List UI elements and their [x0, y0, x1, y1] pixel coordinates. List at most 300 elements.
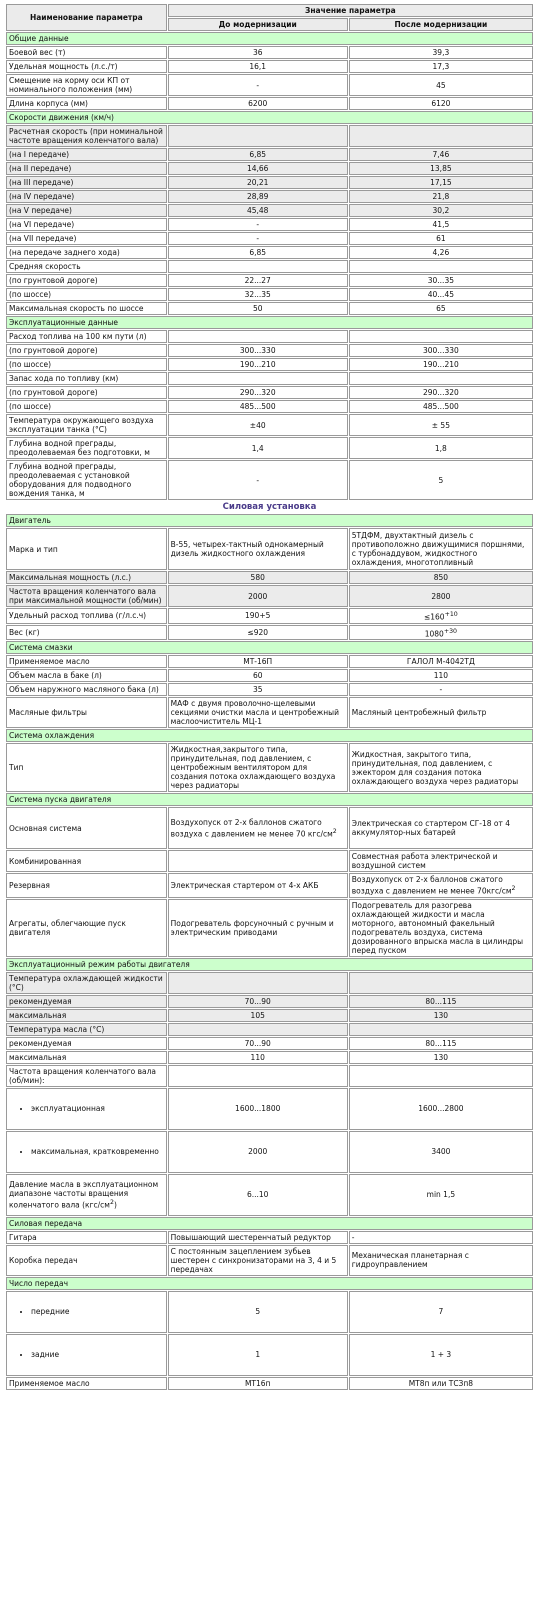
param-cell [6, 807, 167, 849]
section-row [6, 958, 533, 971]
value-before-cell [168, 288, 348, 301]
table-row [6, 571, 533, 584]
table-row [6, 899, 533, 957]
param-cell [6, 608, 167, 624]
param-label: Марка и тип [9, 544, 58, 554]
header-before: До модернизации [168, 18, 348, 31]
param-cell [6, 1231, 167, 1244]
value-before: 6,85 [249, 150, 267, 159]
value-after: 30,2 [432, 206, 450, 215]
param-cell [6, 260, 167, 273]
value-after: 17,3 [432, 62, 450, 71]
param-label: Температура масла (°С) [9, 1024, 105, 1034]
value-before-cell [168, 1231, 348, 1244]
value-before-cell [168, 60, 348, 73]
value-after-cell [349, 46, 533, 59]
major-section-title: Силовая установка [6, 501, 533, 513]
value-after-cell [349, 850, 533, 872]
value-after: - [351, 1232, 355, 1242]
value-after-cell [349, 899, 533, 957]
param-label: Глубина водной преграды, преодолеваемая без подготовки, м [9, 439, 150, 457]
section-title: Общие данные [6, 32, 533, 45]
value-after-cell [349, 74, 533, 96]
table-row [6, 60, 533, 73]
table-row [6, 995, 533, 1008]
section-title: Эксплуатационные данные [6, 316, 533, 329]
param-label: Применяемое масло [9, 1378, 90, 1388]
value-before-cell [168, 437, 348, 459]
param-cell [6, 274, 167, 287]
value-after-superscript: +10 [444, 611, 458, 618]
value-after-cell [349, 1245, 533, 1276]
section-row [6, 1277, 533, 1290]
param-cell [6, 1245, 167, 1276]
table-row [6, 1023, 533, 1036]
param-label: Гитара [9, 1232, 37, 1242]
param-label: (на VI передаче) [9, 220, 75, 229]
table-row [6, 669, 533, 682]
value-after-cell [349, 1174, 533, 1216]
table-row [6, 585, 533, 607]
value-before-cell [168, 1245, 348, 1276]
value-after-cell [349, 414, 533, 436]
param-label: (по шоссе) [9, 402, 52, 411]
value-after: 1,8 [434, 443, 447, 453]
value-before: - [256, 475, 260, 485]
value-after: 5ТДФМ, двухтактный дизель с противоположно движущимися поршнями, с турбонаддувом, жидкостного охлаждения, многотопливный [351, 531, 525, 567]
value-after: 39,3 [432, 48, 450, 57]
value-after-cell [349, 344, 533, 357]
value-before-cell [168, 873, 348, 898]
value-after-cell [349, 176, 533, 189]
table-row [6, 1065, 533, 1087]
param-label: (на VII передаче) [9, 234, 77, 243]
param-label: Запас хода по топливу (км) [9, 374, 119, 383]
section-title: Система пуска двигателя [6, 793, 533, 806]
param-cell [6, 1051, 167, 1064]
table-row [6, 1334, 533, 1376]
section-row [6, 316, 533, 329]
section-row [6, 641, 533, 654]
value-after: ГАЛОЛ М-4042ТД [406, 657, 475, 666]
value-before: 105 [250, 1010, 265, 1020]
param-label: передние [31, 1307, 70, 1316]
section-title: Система охлаждения [6, 729, 533, 742]
value-after: 850 [433, 573, 449, 582]
table-row [6, 386, 533, 399]
param-label: Смещение на корму оси КП от номинального положения (мм) [9, 76, 133, 94]
value-after-cell [349, 358, 533, 371]
value-after-cell [349, 97, 533, 110]
value-before-cell [168, 1377, 348, 1390]
table-row [6, 528, 533, 570]
value-before: Жидкостная,закрытого типа, принудительная, под давлением, с центробежным вентилятором для создания потока охлаждающего воздуха через радиаторы [170, 745, 336, 790]
value-after-cell [349, 683, 533, 696]
table-row [6, 1291, 533, 1333]
section-title: Число передач [6, 1277, 533, 1290]
section-title: Система смазки [6, 641, 533, 654]
param-cell [6, 899, 167, 957]
table-row [6, 400, 533, 413]
param-cell [6, 302, 167, 315]
param-cell [6, 625, 167, 641]
value-after: Электрическая со стартером СГ-18 от 4 аккумулятор-ных батарей [351, 819, 511, 837]
value-after-cell [349, 125, 533, 147]
value-before-cell [168, 571, 348, 584]
value-before: 1 [255, 1350, 261, 1359]
value-after-cell [349, 218, 533, 231]
value-after-cell [349, 288, 533, 301]
param-label: Объем масла в баке (л) [9, 671, 102, 680]
param-label: Длина корпуса (мм) [9, 99, 88, 108]
value-before: 1,4 [251, 443, 264, 453]
param-cell [6, 528, 167, 570]
param-cell [6, 1131, 167, 1173]
value-after-cell [349, 625, 533, 641]
param-cell [6, 571, 167, 584]
bullet-item [31, 1350, 164, 1359]
value-after: 190...210 [422, 360, 459, 369]
table-row [6, 344, 533, 357]
value-before: 45,48 [246, 206, 269, 215]
value-after: 13,85 [430, 164, 452, 173]
value-after-cell [349, 260, 533, 273]
value-after-cell [349, 1088, 533, 1130]
value-before-cell [168, 608, 348, 624]
param-cell [6, 697, 167, 728]
value-after-superscript: 2 [511, 885, 516, 892]
table-row [6, 274, 533, 287]
param-label: Температура охлаждающей жидкости (°С) [9, 973, 163, 992]
value-before: 2000 [248, 591, 268, 601]
value-after: 7,46 [432, 150, 450, 159]
table-row [6, 655, 533, 668]
table-row [6, 460, 533, 500]
value-before-cell [168, 414, 348, 436]
table-row [6, 358, 533, 371]
value-after: 80...115 [425, 996, 457, 1006]
table-row [6, 1037, 533, 1050]
table-row [6, 850, 533, 872]
value-before-cell [168, 162, 348, 175]
value-after-cell [349, 743, 533, 792]
section-title: Двигатель [6, 514, 533, 527]
value-before-cell [168, 899, 348, 957]
section-title: Скорости движения (км/ч) [6, 111, 533, 124]
table-row [6, 148, 533, 161]
value-after-cell [349, 1037, 533, 1050]
param-label: Резервная [9, 880, 50, 890]
param-label: Комбинированная [9, 856, 82, 866]
spec-table-body [6, 32, 533, 1390]
value-before-cell [168, 585, 348, 607]
value-after-cell [349, 1131, 533, 1173]
param-cell [6, 655, 167, 668]
table-row [6, 232, 533, 245]
value-before: 6,85 [249, 248, 267, 257]
param-label: Удельная мощность (л.с./т) [9, 62, 118, 71]
value-after-cell [349, 302, 533, 315]
value-before: 70...90 [244, 1038, 271, 1048]
value-after-cell [349, 1051, 533, 1064]
value-before-cell [168, 669, 348, 682]
value-after: 130 [433, 1010, 449, 1020]
value-before: В-55, четырех-тактный однокамерный дизель жидкостного охлаждения [170, 540, 324, 558]
table-row [6, 74, 533, 96]
value-before-cell [168, 176, 348, 189]
value-before-cell [168, 330, 348, 343]
value-after: min 1,5 [426, 1190, 456, 1199]
param-label: Максимальная мощность (л.с.) [9, 573, 132, 582]
value-before: 485...500 [239, 402, 276, 411]
table-row [6, 204, 533, 217]
value-before: Повышающий шестеренчатый редуктор [170, 1232, 331, 1242]
value-before-cell [168, 995, 348, 1008]
value-before-cell [168, 1174, 348, 1216]
section-row [6, 793, 533, 806]
value-before: 190...210 [239, 360, 276, 369]
param-cell [6, 972, 167, 994]
param-cell [6, 372, 167, 385]
value-before-cell [168, 232, 348, 245]
value-after-cell [349, 437, 533, 459]
value-after-cell [349, 669, 533, 682]
value-before-cell [168, 218, 348, 231]
value-after: Совместная работа электрической и воздушной систем [351, 852, 498, 870]
param-label: (по грунтовой дороге) [9, 388, 98, 397]
value-after: 1 + 3 [430, 1350, 452, 1359]
table-row [6, 190, 533, 203]
param-label: Глубина водной преграды, преодолеваемая с установкой оборудования для подводного вождения танка, м [9, 462, 132, 498]
table-row [6, 683, 533, 696]
value-before-cell [168, 372, 348, 385]
param-cell [6, 148, 167, 161]
param-cell [6, 400, 167, 413]
param-label: (на II передаче) [9, 164, 72, 173]
param-label: (по шоссе) [9, 360, 52, 369]
value-before: 20,21 [246, 178, 269, 187]
table-row [6, 46, 533, 59]
param-label: Боевой вес (т) [9, 48, 66, 57]
value-before-cell [168, 274, 348, 287]
value-before-cell [168, 807, 348, 849]
bullet-item [31, 1104, 164, 1113]
value-before: 190+5 [245, 611, 271, 621]
param-cell [6, 850, 167, 872]
value-before: 6200 [248, 99, 268, 108]
spec-table [5, 3, 534, 1391]
table-row [6, 1131, 533, 1173]
value-after-cell [349, 1334, 533, 1376]
param-label: Частота вращения коленчатого вала (об/мин): [9, 1066, 157, 1085]
param-cell [6, 204, 167, 217]
value-before-cell [168, 972, 348, 994]
param-cell [6, 97, 167, 110]
value-after: 40...45 [427, 290, 454, 299]
param-label: Давление масла в эксплуатационном диапазоне частоты вращения коленчатого вала (кгс/см [9, 1179, 159, 1210]
value-after-cell [349, 585, 533, 607]
value-before-cell [168, 1291, 348, 1333]
value-before-cell [168, 204, 348, 217]
value-before: 35 [252, 685, 263, 694]
value-after-cell [349, 60, 533, 73]
param-cell [6, 1334, 167, 1376]
param-label: Тип [9, 763, 24, 772]
value-after-cell [349, 274, 533, 287]
value-before: 36 [252, 48, 263, 57]
value-after: 2800 [431, 591, 451, 601]
section-row [6, 514, 533, 527]
value-before-cell [168, 190, 348, 203]
value-before: 5 [255, 1307, 261, 1316]
value-before: 28,89 [246, 192, 269, 201]
param-label: Средняя скорость [9, 262, 81, 271]
param-label: (на I передаче) [9, 150, 70, 159]
param-label: эксплуатационная [31, 1104, 105, 1113]
value-before-cell [168, 1334, 348, 1376]
value-after-cell [349, 1231, 533, 1244]
value-before: Электрическая стартером от 4-х АКБ [170, 880, 319, 890]
value-after: 3400 [431, 1147, 451, 1156]
param-label: (по шоссе) [9, 290, 52, 299]
value-after: 4,26 [432, 248, 450, 257]
value-before: 22...27 [244, 276, 271, 285]
value-after-cell [349, 190, 533, 203]
param-label: (на III передаче) [9, 178, 74, 187]
param-label: Температура окружающего воздуха эксплуатации танка (°С) [9, 416, 154, 434]
major-section-row [6, 501, 533, 513]
param-cell [6, 176, 167, 189]
param-cell [6, 683, 167, 696]
value-before: ±40 [249, 420, 266, 430]
value-before: - [256, 220, 260, 229]
param-label: Объем наружного масляного бака (л) [9, 685, 159, 694]
param-label: Агрегаты, облегчающие пуск двигателя [9, 918, 126, 937]
value-after: 17,15 [430, 178, 452, 187]
param-cell [6, 1065, 167, 1087]
value-before-cell [168, 683, 348, 696]
param-cell [6, 1037, 167, 1050]
param-cell [6, 162, 167, 175]
value-before: С постоянным зацеплением зубьев шестерен с синхронизаторами на 3, 4 и 5 передачах [170, 1246, 337, 1274]
value-before-cell [168, 1023, 348, 1036]
table-row [6, 697, 533, 728]
value-before-cell [168, 1037, 348, 1050]
table-row [6, 176, 533, 189]
value-before-cell [168, 125, 348, 147]
table-row [6, 125, 533, 147]
value-before: МТ16п [244, 1378, 271, 1388]
table-row [6, 260, 533, 273]
value-after-cell [349, 697, 533, 728]
param-label: (по грунтовой дороге) [9, 276, 98, 285]
value-before-cell [168, 460, 348, 500]
section-row [6, 32, 533, 45]
value-after: 61 [436, 234, 446, 243]
value-after-cell [349, 460, 533, 500]
value-after-cell [349, 528, 533, 570]
value-after-cell [349, 1377, 533, 1390]
bullet-item [31, 1307, 164, 1316]
value-after: Воздухопуск от 2-х баллонов сжатого воздуха с давлением не менее 70кгс/см [351, 875, 512, 896]
value-after: Жидкостная, закрытого типа, принудительная, под давлением, с эжектором для создания потока охлаждающего воздуха через радиаторы [351, 749, 519, 786]
value-after-cell [349, 571, 533, 584]
value-after: Масляный центробежный фильтр [351, 708, 487, 717]
bullet-item [31, 1147, 164, 1156]
param-cell [6, 125, 167, 147]
value-after: 41,5 [432, 220, 450, 229]
value-after-cell [349, 232, 533, 245]
value-after-cell [349, 873, 533, 898]
value-after-cell [349, 807, 533, 849]
value-before-cell [168, 400, 348, 413]
value-before: 300...330 [239, 346, 276, 355]
table-row [6, 330, 533, 343]
value-after-cell [349, 1291, 533, 1333]
value-before-cell [168, 1051, 348, 1064]
param-cell [6, 190, 167, 203]
value-before-cell [168, 97, 348, 110]
value-before-cell [168, 246, 348, 259]
value-before-cell [168, 358, 348, 371]
value-after: 485...500 [422, 402, 459, 411]
table-row [6, 288, 533, 301]
value-before-cell [168, 655, 348, 668]
value-after-cell [349, 1023, 533, 1036]
value-after: 6120 [431, 99, 451, 108]
table-row [6, 162, 533, 175]
table-row [6, 972, 533, 994]
value-before: 2000 [248, 1147, 268, 1156]
table-row [6, 246, 533, 259]
param-cell [6, 74, 167, 96]
value-before: 70...90 [244, 996, 271, 1006]
param-cell [6, 218, 167, 231]
param-cell [6, 1377, 167, 1390]
param-cell [6, 288, 167, 301]
param-label: максимальная [9, 1010, 67, 1020]
value-before-cell [168, 1065, 348, 1087]
table-row [6, 414, 533, 436]
table-row [6, 625, 533, 641]
table-row [6, 1174, 533, 1216]
param-label: Частота вращения коленчатого вала при максимальной мощности (об/мин) [9, 587, 162, 605]
value-before: 6...10 [246, 1190, 269, 1199]
param-label: Максимальная скорость по шоссе [9, 304, 144, 313]
value-before: МТ-16П [243, 657, 273, 666]
value-before-cell [168, 344, 348, 357]
value-before: 14,66 [246, 164, 269, 173]
table-row [6, 1009, 533, 1022]
param-cell [6, 414, 167, 436]
value-before: 16,1 [249, 62, 267, 71]
value-before: 580 [250, 573, 265, 582]
param-cell [6, 460, 167, 500]
param-cell [6, 330, 167, 343]
value-before: Подогреватель форсуночный с ручным и электрическим приводами [170, 918, 334, 937]
param-label: Основная система [9, 823, 82, 833]
value-after-cell [349, 655, 533, 668]
value-after: 300...330 [422, 346, 459, 355]
table-row [6, 437, 533, 459]
value-before-cell [168, 625, 348, 641]
value-after: 45 [436, 80, 446, 90]
table-row [6, 1377, 533, 1390]
value-after-cell [349, 246, 533, 259]
value-after-cell [349, 162, 533, 175]
param-label: Коробка передач [9, 1255, 78, 1265]
value-before: МАФ с двумя проволочно-щелевыми секциями очистки масла и центробежный маслоочиститель МЦ-1 [170, 699, 339, 726]
